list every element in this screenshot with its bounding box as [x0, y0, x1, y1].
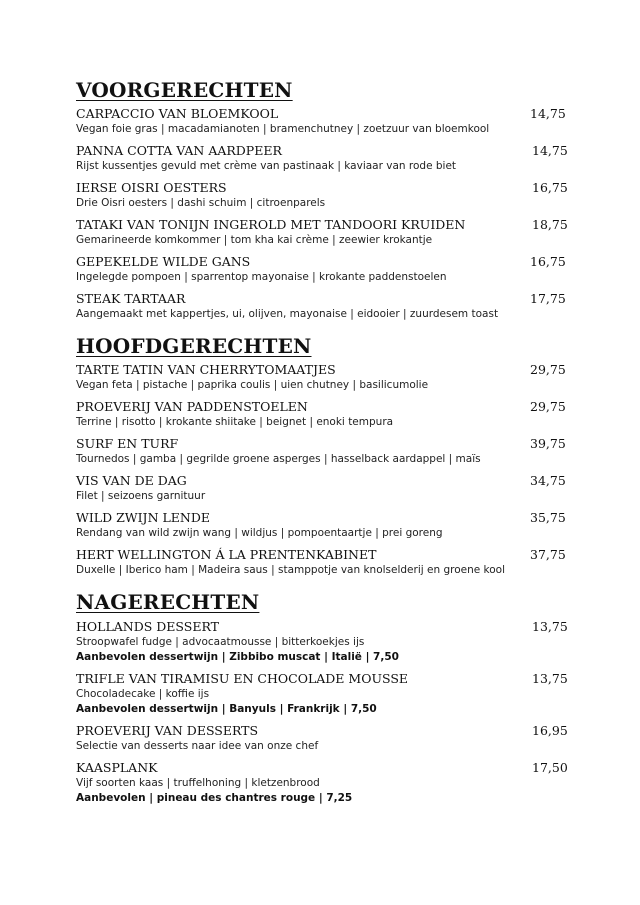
dish-price: 37,75	[530, 547, 566, 562]
dish-description: Vegan foie gras | macadamianoten | bramenchutney | zoetzuur van bloemkool	[76, 123, 490, 135]
menu-item	[76, 180, 576, 217]
dish-name: PROEVERIJ VAN PADDENSTOELEN	[76, 399, 308, 414]
dish-name: CARPACCIO VAN BLOEMKOOL	[76, 106, 279, 121]
dish-price: 18,75	[532, 217, 568, 232]
dish-price: 13,75	[532, 619, 568, 634]
dish-price: 35,75	[530, 510, 566, 525]
menu-item	[76, 106, 576, 143]
dish-description: Duxelle | Iberico ham | Madeira saus | stamppotje van knolselderij en groene kool	[76, 564, 506, 576]
dish-name: TRIFLE VAN TIRAMISU EN CHOCOLADE MOUSSE	[76, 671, 409, 686]
menu-item	[76, 436, 576, 473]
dish-price: 34,75	[530, 473, 566, 488]
dish-price: 16,75	[532, 180, 568, 195]
dish-name: VIS VAN DE DAG	[76, 473, 187, 488]
dish-price: 14,75	[532, 143, 568, 158]
dish-price: 14,75	[530, 106, 566, 121]
wine-recommendation: Aanbevolen dessertwijn | Banyuls | Frankrijk | 7,50	[76, 703, 377, 715]
dish-description: Rendang van wild zwijn wang | wildjus | pompoentaartje | prei goreng	[76, 527, 443, 539]
section-nagerechten	[76, 590, 576, 812]
menu-item	[76, 399, 576, 436]
dish-name: TARTE TATIN VAN CHERRYTOMAATJES	[76, 362, 336, 377]
section-title: NAGERECHTEN	[76, 590, 260, 614]
wine-recommendation: Aanbevolen dessertwijn | Zibbibo muscat | Italië | 7,50	[76, 651, 399, 663]
dish-price: 29,75	[530, 362, 566, 377]
dish-name: SURF EN TURF	[76, 436, 179, 451]
dish-price: 17,50	[532, 760, 568, 775]
dish-description: Vijf soorten kaas | truffelhoning | kletzenbrood	[76, 777, 320, 789]
dish-price: 17,75	[530, 291, 566, 306]
menu-item	[76, 510, 576, 547]
dish-price: 39,75	[530, 436, 566, 451]
section-voorgerechten	[76, 78, 576, 328]
dish-name: HOLLANDS DESSERT	[76, 619, 219, 634]
menu-item	[76, 254, 576, 291]
section-hoofdgerechten	[76, 334, 576, 584]
dish-price: 13,75	[532, 671, 568, 686]
dish-price: 16,95	[532, 723, 568, 738]
section-title: VOORGERECHTEN	[76, 78, 293, 102]
dish-name: WILD ZWIJN LENDE	[76, 510, 210, 525]
menu-item	[76, 473, 576, 510]
dish-description: Selectie van desserts naar idee van onze chef	[76, 740, 319, 752]
menu-item	[76, 619, 576, 671]
dish-price: 29,75	[530, 399, 566, 414]
menu-item	[76, 291, 576, 328]
dish-description: Terrine | risotto | krokante shiitake | beignet | enoki tempura	[76, 416, 394, 428]
dish-description: Drie Oisri oesters | dashi schuim | citroenparels	[76, 197, 326, 209]
dish-description: Filet | seizoens garnituur	[76, 490, 206, 502]
menu-item	[76, 671, 576, 723]
dish-description: Ingelegde pompoen | sparrentop mayonaise | krokante paddenstoelen	[76, 271, 447, 283]
dish-description: Stroopwafel fudge | advocaatmousse | bitterkoekjes ijs	[76, 636, 365, 648]
dish-description: Chocoladecake | koffie ijs	[76, 688, 210, 700]
menu-item	[76, 143, 576, 180]
section-title: HOOFDGERECHTEN	[76, 334, 312, 358]
menu-item	[76, 362, 576, 399]
dish-name: TATAKI VAN TONIJN INGEROLD MET TANDOORI KRUIDEN	[76, 217, 466, 232]
dish-description: Aangemaakt met kappertjes, ui, olijven, mayonaise | eidooier | zuurdesem toast	[76, 308, 499, 320]
dish-description: Rijst kussentjes gevuld met crème van pastinaak | kaviaar van rode biet	[76, 160, 457, 172]
wine-recommendation: Aanbevolen | pineau des chantres rouge | 7,25	[76, 792, 353, 804]
dish-name: GEPEKELDE WILDE GANS	[76, 254, 251, 269]
dish-name: HERT WELLINGTON Á LA PRENTENKABINET	[76, 547, 377, 562]
dish-name: STEAK TARTAAR	[76, 291, 186, 306]
menu-item	[76, 547, 576, 584]
dish-description: Gemarineerde komkommer | tom kha kai crème | zeewier krokantje	[76, 234, 433, 246]
dish-name: PROEVERIJ VAN DESSERTS	[76, 723, 259, 738]
menu-item	[76, 217, 576, 254]
dish-price: 16,75	[530, 254, 566, 269]
dish-description: Tournedos | gamba | gegrilde groene asperges | hasselback aardappel | maïs	[76, 453, 481, 465]
dish-name: KAASPLANK	[76, 760, 158, 775]
menu-item	[76, 723, 576, 760]
dish-description: Vegan feta | pistache | paprika coulis | uien chutney | basilicumolie	[76, 379, 429, 391]
dish-name: IERSE OISRI OESTERS	[76, 180, 227, 195]
dish-name: PANNA COTTA VAN AARDPEER	[76, 143, 282, 158]
menu-item	[76, 760, 576, 812]
